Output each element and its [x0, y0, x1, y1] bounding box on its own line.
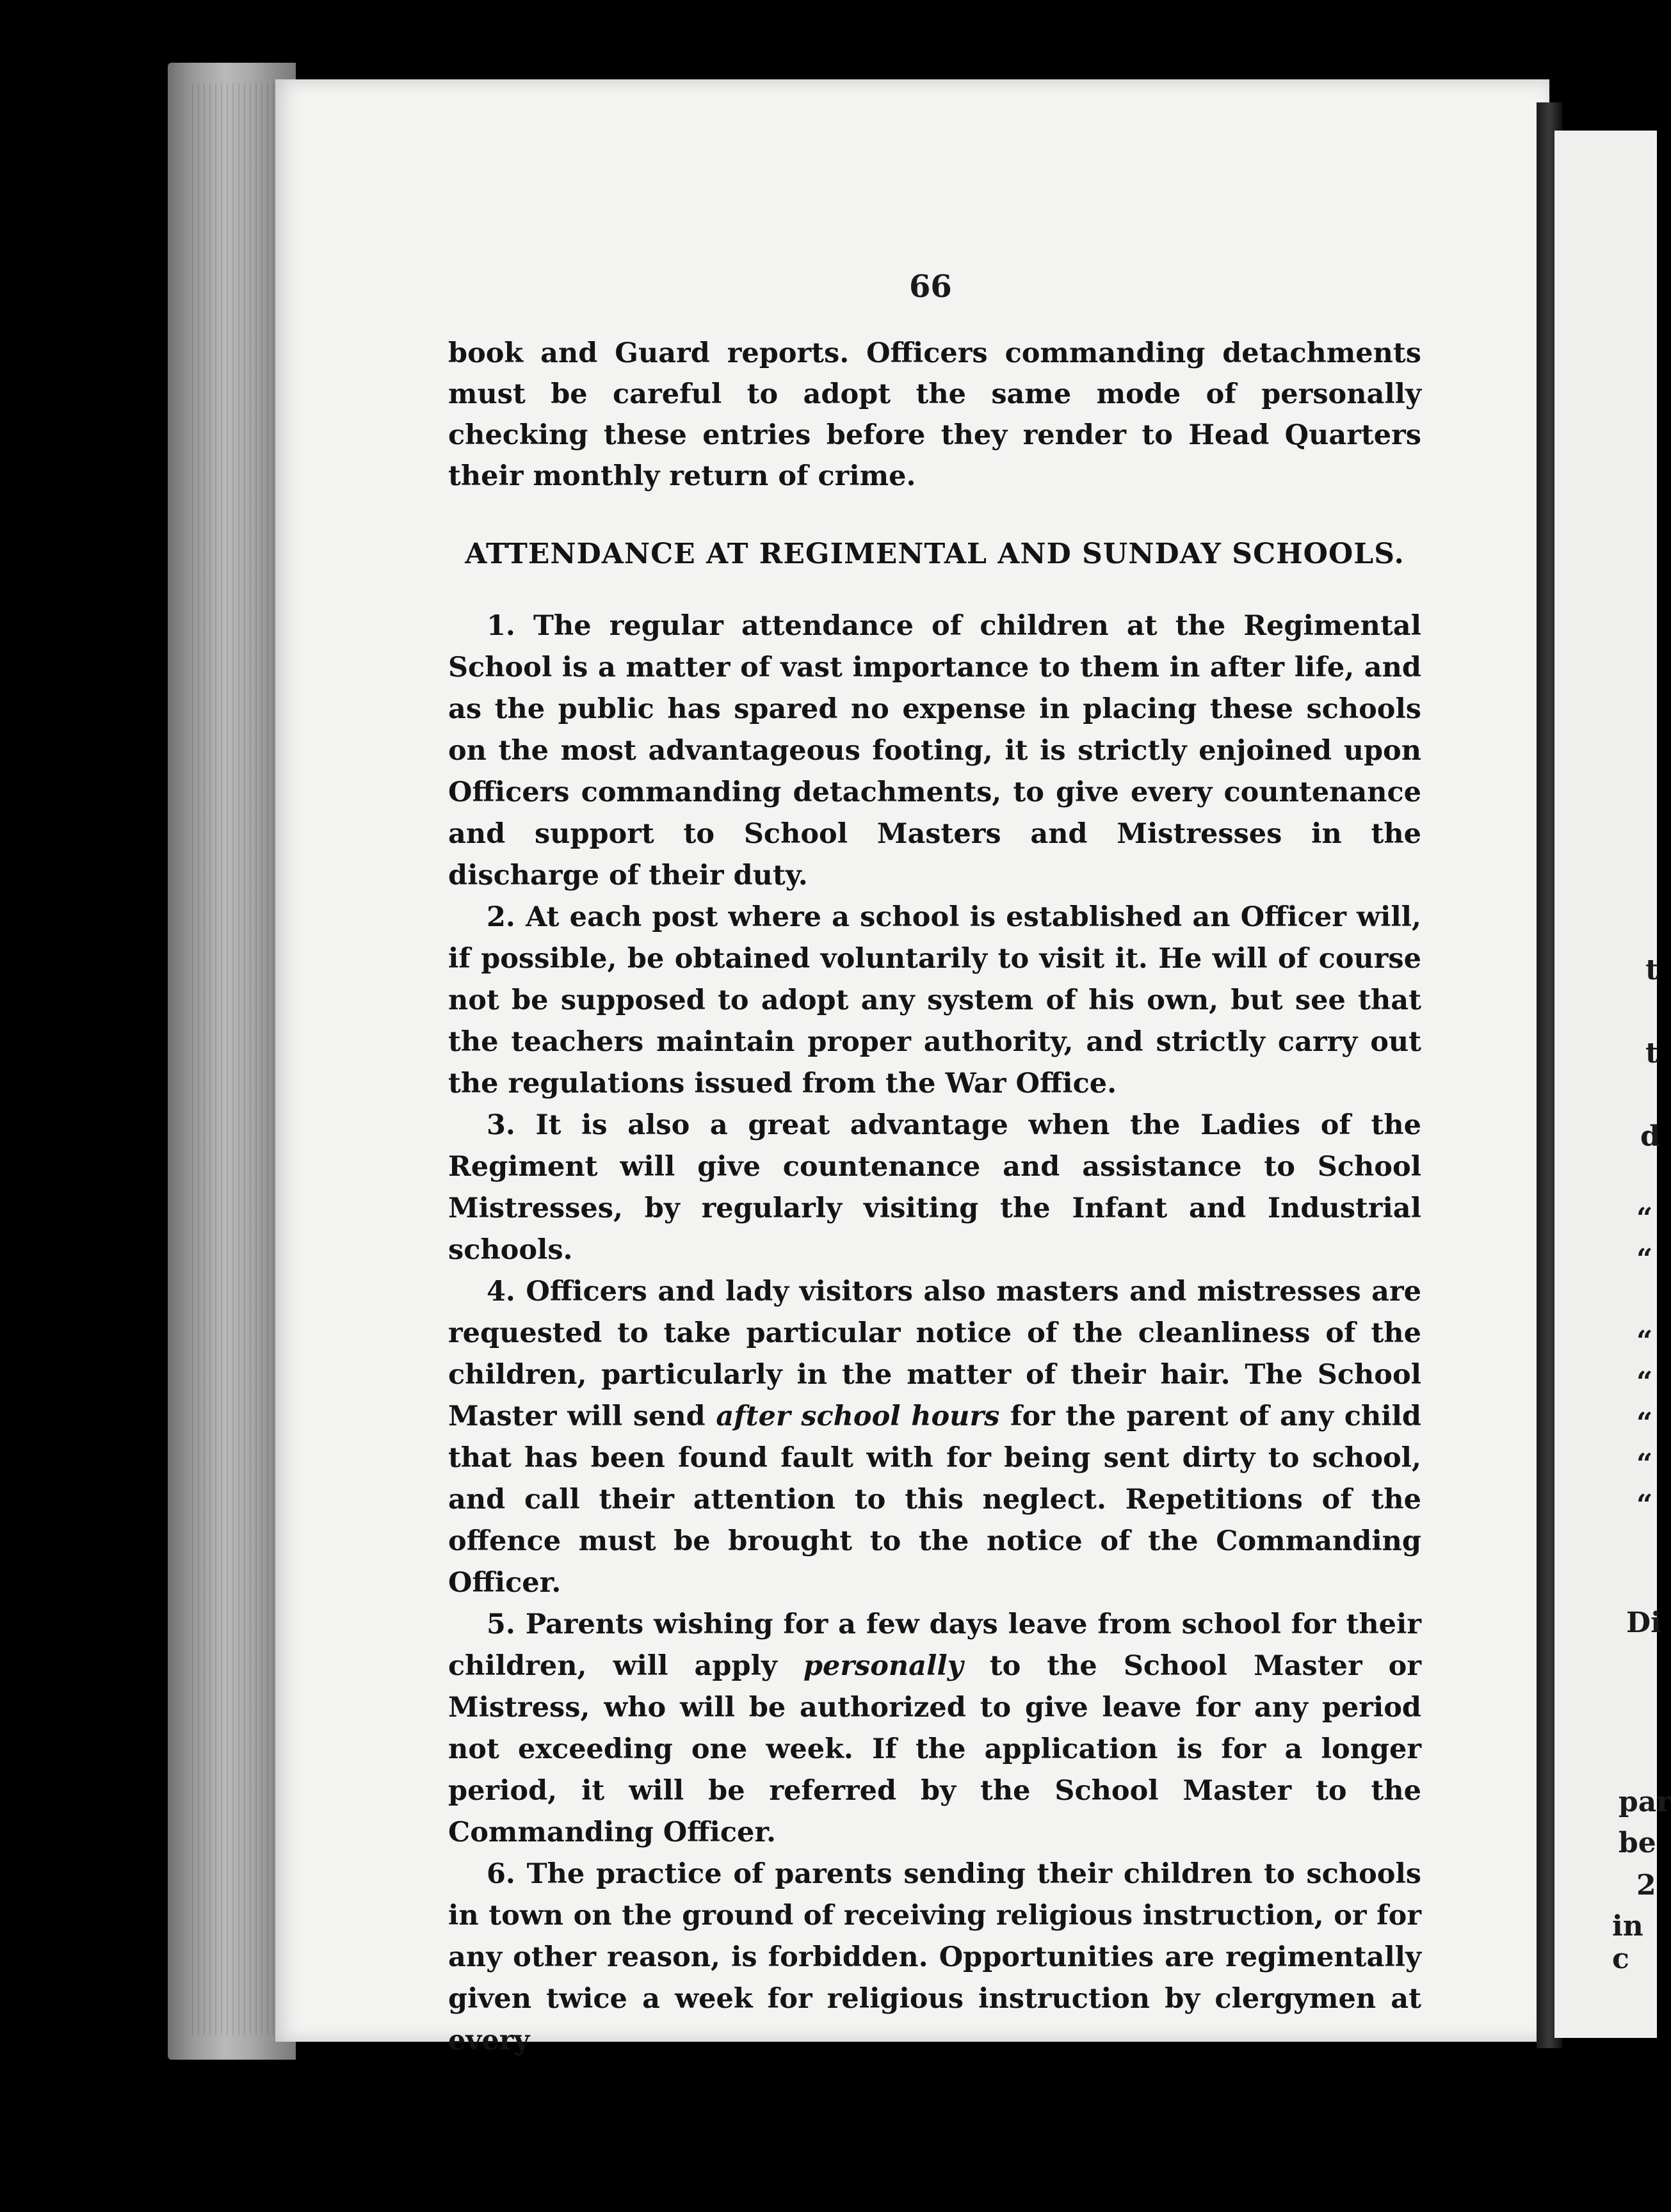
paragraph-2: 2. At each post where a school is established an Officer will, if possible, be obtained voluntarily to visit it. He will of course not be supposed to adopt any system of his own, but see that the teachers maintain proper authority, and strictly carry out the regulations issued from the War Office. [448, 901, 1421, 1100]
paragraph-4-after: for the parent of any child that has been found fault with for being sent dirty to school, and call their attention to this neglect. Repetitions of the offence must be brought to the notice of the Commanding Officer. [448, 1400, 1421, 1599]
facing-fragment-10: “ [1636, 1489, 1653, 1521]
paragraph-5-before: 5. Parents wishing for a few days leave from school for their children, will apply [448, 1608, 1421, 1682]
facing-fragment-14: 2 [1636, 1869, 1656, 1902]
facing-fragment-11: Di [1626, 1607, 1661, 1639]
facing-fragment-3: d [1640, 1120, 1660, 1153]
facing-fragment-4: “ [1636, 1202, 1653, 1235]
opening-paragraph: book and Guard reports. Officers commanding detachments must be careful to adopt the same mode of personally checking these entries before they render to Head Quarters their monthly return of crime. [448, 337, 1421, 492]
page-text-block [448, 269, 1421, 2062]
facing-fragment-1: t [1645, 954, 1659, 986]
facing-fragment-15: in c [1612, 1910, 1643, 1975]
paragraph-6: 6. The practice of parents sending their children to schools in town on the ground of receiving religious instruction, or for any other reason, is forbidden. Opportunities are regimentally given twice a week for religious instruction by clergymen at every [448, 1858, 1421, 2056]
page-edge-lines [192, 83, 275, 2035]
paragraph-3: 3. It is also a great advantage when the Ladies of the Regiment will give countenance and assistance to School Mistresses, by regularly visiting the Infant and Industrial schools. [448, 1109, 1421, 1266]
facing-page [1554, 131, 1657, 2038]
facing-fragment-5: “ [1636, 1243, 1653, 1276]
page-number: 66 [909, 269, 952, 305]
paragraph-1: 1. The regular attendance of children at the Regimental School is a matter of vast importance to them in after life, and as the public has spared no expense in placing these schools on the most advantageous footing, it is strictly enjoined upon Officers commanding detachments, to give every countenance and support to School Masters and Mistresses in the discharge of their duty. [448, 610, 1421, 892]
facing-fragment-7: “ [1636, 1366, 1653, 1399]
facing-fragment-8: “ [1636, 1407, 1653, 1439]
paragraph-5 [448, 1604, 1421, 1854]
paragraph-4 [448, 1271, 1421, 1604]
facing-fragment-6: “ [1636, 1325, 1653, 1358]
facing-fragment-12: par [1619, 1786, 1671, 1818]
facing-fragment-9: “ [1636, 1448, 1653, 1480]
section-heading: ATTENDANCE AT REGIMENTAL AND SUNDAY SCHOOLS. [465, 538, 1405, 570]
paragraph-4-emphasis: after school hours [716, 1400, 1000, 1432]
paragraph-5-after: to the School Master or Mistress, who will be authorized to give leave for any period not exceeding one week. If the application is for a longer period, it will be referred by the School Master to the Commanding Officer. [448, 1650, 1421, 1848]
facing-fragment-13: be [1619, 1827, 1656, 1859]
facing-fragment-2: t [1645, 1037, 1659, 1070]
paragraph-4-before: 4. Officers and lady visitors also masters and mistresses are requested to take particular notice of the cleanliness of the children, particularly in the matter of their hair. The School Master will send [448, 1276, 1421, 1432]
paragraph-5-emphasis: personally [803, 1650, 964, 1682]
